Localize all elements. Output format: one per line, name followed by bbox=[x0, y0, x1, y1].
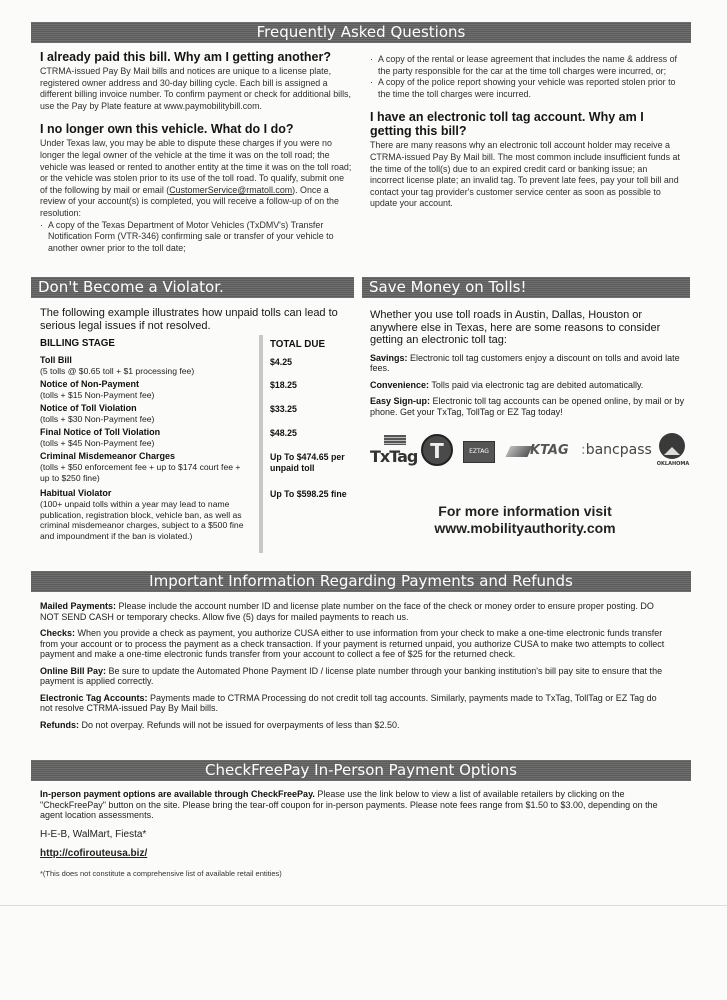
stage-total: $48.25 bbox=[270, 428, 297, 438]
signup-line bbox=[370, 396, 685, 417]
stage-total: $18.25 bbox=[270, 380, 297, 390]
stage-name: Final Notice of Toll Violation bbox=[40, 427, 161, 437]
stage-total: Up To $598.25 fine bbox=[270, 489, 347, 499]
checkfree-header-bar bbox=[31, 760, 691, 781]
signup-text: Electronic toll tag accounts can be opened online, by mail or by phone. Get your TxTag, TollTag or EZ Tag today! bbox=[370, 396, 685, 417]
bancpass-divider: : bbox=[581, 442, 586, 458]
faq-question-2: I no longer own this vehicle. What do I do? bbox=[40, 122, 294, 137]
online-text: Be sure to update the Automated Phone Payment ID / license plate number through your banking institution's bill pay site to ensure that the payment is applied correctly. bbox=[40, 665, 663, 686]
checkfree-text: Please use the link below to view a list of available retailers by clicking on the "CheckFreePay" button on the site. Please bring the tear-off coupon for in-person payments. Please note fees range from $1.50 to $3.00, depending on the agent location assessments. bbox=[40, 789, 658, 820]
bancpass-text: bancpass bbox=[585, 442, 652, 458]
faq-header-bar bbox=[31, 22, 691, 43]
violator-title: Don't Become a Violator. bbox=[38, 278, 224, 296]
eztag-logo bbox=[463, 441, 495, 463]
convenience-text: Tolls paid via electronic tag are debited automatically. bbox=[429, 379, 644, 390]
ktag-swoosh-icon bbox=[505, 446, 532, 457]
faq-answer-3: There are many reasons why an electronic toll account holder may receive a CTRMA-issued Pay By Mail bill. The most common include insufficient funds at the time of the toll(s) due to an expired credit card or banking issue; an incorrect license plate; an invalid tag. To prevent late fees, pay your toll bill and contact your tag provider's customer service center as soon as possible to update your account. bbox=[370, 140, 680, 209]
etag-label: Electronic Tag Accounts: bbox=[40, 692, 148, 703]
ktag-wordmark: KTAG bbox=[530, 443, 569, 458]
save-intro: Whether you use toll roads in Austin, Dallas, Houston or anywhere else in Texas, here are some reasons to consider getting an electronic toll tag: bbox=[370, 309, 661, 346]
electronic-tag-accounts bbox=[40, 693, 670, 714]
retailers-list: H-E-B, WalMart, Fiesta* bbox=[40, 828, 147, 840]
checks-text: When you provide a check as payment, you authorize CUSA either to use information from your check to make a one-time electronic funds transfer from your account or to process the payment as a check transaction. If your payment is returned unpaid, you authorize CUSA to make two attempts to collect payment and make a one-time electronic funds transfer from your account to collect a fee of $25 for the returned check. bbox=[40, 628, 665, 659]
bancpass-logo bbox=[581, 442, 652, 460]
txtag-wordmark: TxTag bbox=[370, 447, 418, 466]
more-info-block bbox=[400, 503, 650, 537]
oklahoma-turnpike-logo bbox=[655, 433, 691, 473]
savings-label: Savings: bbox=[370, 352, 408, 363]
faq-answer-2 bbox=[40, 138, 352, 219]
eztag-wordmark: EZTAG bbox=[469, 448, 489, 455]
refunds bbox=[40, 720, 670, 731]
stage-name: Notice of Toll Violation bbox=[40, 403, 137, 413]
stage-total: Up To $474.65 per unpaid toll bbox=[270, 452, 345, 473]
faq-answer-2-post: ). Once a review of your account(s) is completed, you will receive a follow-up of on the resolution: bbox=[40, 184, 339, 218]
table-row bbox=[40, 451, 352, 483]
tolltag-letter: T bbox=[430, 439, 444, 463]
faq-left-column bbox=[40, 50, 352, 254]
payments-title: Important Information Regarding Payments and Refunds bbox=[149, 572, 573, 590]
table-row bbox=[40, 355, 352, 377]
stage-name: Toll Bill bbox=[40, 355, 72, 365]
stage-desc: (100+ unpaid tolls within a year may lead to name publication, registration block, vehicle ban, as well as criminal misdemeanor charges, subject to a $500 fine and impoundment if the ban is violated.) bbox=[40, 499, 244, 541]
tolltag-logo bbox=[421, 434, 453, 466]
stage-total: $33.25 bbox=[270, 404, 297, 414]
faq-answer-2-pre: Under Texas law, you may be able to dispute these charges if you were no longer the legal owner of the vehicle at the time it was on the toll road; the vehicle was leased or rented to another entity at the time it was on the toll road; or the vehicle was stolen prior to its use of the toll road. To qualify, submit one of the following by mail or email ( bbox=[40, 138, 352, 195]
cofiroute-link[interactable]: http://cofirouteusa.biz/ bbox=[40, 847, 148, 859]
stage-name: Criminal Misdemeanor Charges bbox=[40, 451, 176, 461]
online-label: Online Bill Pay: bbox=[40, 665, 107, 676]
checks-label: Checks: bbox=[40, 628, 76, 638]
payments-section bbox=[40, 601, 670, 730]
more-info-line: For more information visit bbox=[438, 503, 612, 519]
stage-desc: (5 tolls @ $0.65 toll + $1 processing fee) bbox=[40, 366, 195, 376]
customer-service-email-link[interactable]: CustomerService@rmatoll.com bbox=[169, 184, 293, 195]
savings-line bbox=[370, 353, 685, 374]
table-row bbox=[40, 488, 352, 541]
faq-bullet-1: · A copy of the Texas Department of Motor Vehicles (TxDMV's) Transfer Notification Form (VTR-346) confirming sale or transfer of your vehicle to another owner prior to the toll date; bbox=[40, 220, 352, 255]
faq-answer-1: CTRMA-issued Pay By Mail bills and notices are unique to a license plate, registered owner address and 30-day billing cycle. Each bill is assigned a different billing invoice number. To confirm payment or check for additional bills, use the Pay by Plate feature at www.paymobilitybill.com. bbox=[40, 66, 351, 111]
refunds-label: Refunds: bbox=[40, 719, 79, 730]
oklahoma-wordmark: OKLAHOMA bbox=[656, 461, 690, 467]
txtag-logo bbox=[370, 435, 418, 469]
stage-total: $4.25 bbox=[270, 357, 293, 367]
table-row bbox=[40, 379, 352, 401]
stage-desc: (tolls + $30 Non-Payment fee) bbox=[40, 414, 155, 424]
ktag-logo bbox=[508, 443, 572, 459]
bancpass-wordmark bbox=[581, 442, 652, 458]
mailed-text: Please include the account number ID and license plate number on the face of the check or money order to ensure proper posting. DO NOT SEND CASH or temporary checks. Allow five (5) days for mailed payments to reach us. bbox=[40, 601, 654, 622]
checkfree-section bbox=[40, 789, 670, 878]
table-row bbox=[40, 403, 352, 425]
scan-line bbox=[0, 905, 727, 906]
online-bill-pay bbox=[40, 666, 670, 687]
save-column bbox=[370, 309, 685, 417]
checks bbox=[40, 628, 670, 660]
checkfree-title: CheckFreePay In-Person Payment Options bbox=[204, 761, 517, 779]
etag-text: Payments made to CTRMA Processing do not credit toll tag accounts. Similarly, payments made to TxTag, TollTag or EZ Tag do not resolve CTRMA-issued Pay By Mail bills. bbox=[40, 692, 657, 713]
faq-question-3: I have an electronic toll tag account. Why am I getting this bill? bbox=[370, 110, 644, 139]
save-title: Save Money on Tolls! bbox=[369, 278, 527, 296]
stage-desc: (tolls + $15 Non-Payment fee) bbox=[40, 390, 155, 400]
txtag-flag-icon bbox=[384, 435, 406, 445]
mailed-label: Mailed Payments: bbox=[40, 601, 117, 611]
faq-right-column bbox=[370, 54, 680, 210]
checkfree-paragraph bbox=[40, 789, 670, 821]
signup-label: Easy Sign-up: bbox=[370, 396, 431, 406]
checkfree-lead: In-person payment options are available through CheckFreePay. bbox=[40, 789, 315, 799]
table-row bbox=[40, 427, 352, 449]
faq-bullet-3: · A copy of the police report showing your vehicle was reported stolen prior to the time the toll charges were incurred. bbox=[370, 77, 680, 100]
total-due-header: TOTAL DUE bbox=[270, 339, 325, 350]
convenience-line bbox=[370, 380, 685, 391]
mobility-authority-url[interactable]: www.mobilityauthority.com bbox=[434, 520, 616, 536]
mailed-payments bbox=[40, 601, 670, 622]
refunds-text: Do not overpay. Refunds will not be issued for overpayments of less than $2.50. bbox=[79, 719, 400, 730]
stage-desc: (tolls + $45 Non-Payment fee) bbox=[40, 438, 155, 448]
violator-header-bar bbox=[31, 277, 354, 298]
billing-stage-header: BILLING STAGE bbox=[40, 338, 115, 349]
faq-title: Frequently Asked Questions bbox=[256, 23, 466, 41]
stage-desc: (tolls + $50 enforcement fee + up to $174 court fee + up to $250 fine) bbox=[40, 462, 241, 483]
faq-question-1: I already paid this bill. Why am I getting another? bbox=[40, 50, 332, 64]
save-header-bar bbox=[362, 277, 690, 298]
convenience-label: Convenience: bbox=[370, 379, 430, 390]
stage-name: Notice of Non-Payment bbox=[40, 379, 140, 389]
savings-text: Electronic toll tag customers enjoy a discount on tolls and avoid late fees. bbox=[370, 352, 680, 373]
oklahoma-emblem-icon bbox=[659, 433, 685, 459]
payments-header-bar bbox=[31, 571, 691, 592]
violator-intro: The following example illustrates how unpaid tolls can lead to serious legal issues if not resolved. bbox=[40, 307, 338, 332]
stage-name: Habitual Violator bbox=[40, 488, 112, 498]
faq-bullet-2: · A copy of the rental or lease agreement that includes the name & address of the party responsible for the car at the time toll charges were incurred, or; bbox=[370, 54, 680, 77]
retailers-disclaimer: *(This does not constitute a comprehensive list of available retail entities) bbox=[40, 868, 282, 878]
